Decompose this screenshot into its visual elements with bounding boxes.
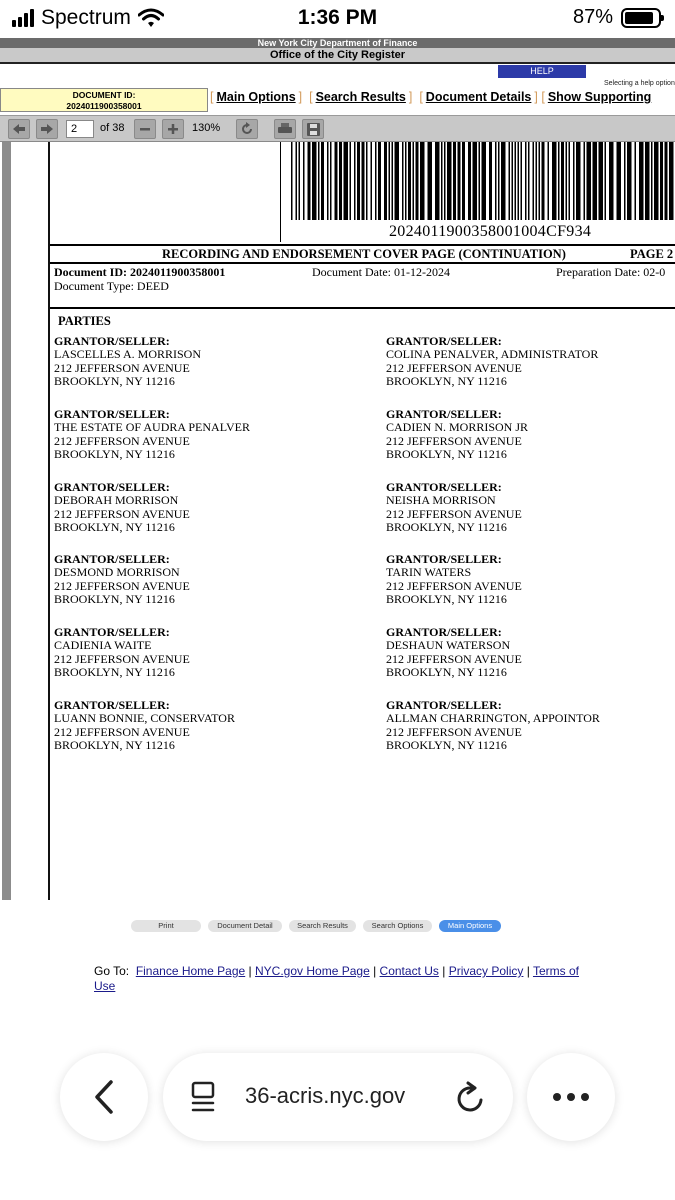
party-entry — [386, 699, 675, 752]
print-button[interactable]: Print — [131, 920, 201, 932]
party-entry — [54, 481, 354, 534]
party-address: 212 JEFFERSON AVENUE — [386, 651, 522, 666]
save-icon[interactable] — [302, 119, 324, 139]
terms-of-use-link[interactable]: Terms of Use — [94, 964, 579, 993]
party-role: GRANTOR/SELLER: — [54, 480, 170, 494]
header-divider — [0, 62, 675, 64]
address-bar[interactable] — [163, 1053, 513, 1141]
party-address: 212 JEFFERSON AVENUE — [54, 578, 190, 593]
clock: 1:36 PM — [297, 6, 378, 29]
back-icon[interactable] — [60, 1053, 148, 1141]
party-entry — [386, 408, 675, 461]
party-city: BROOKLYN, NY 11216 — [54, 446, 175, 461]
office-banner: Office of the City Register — [0, 48, 675, 62]
zoom-level[interactable]: 130% — [192, 122, 221, 134]
finance-home-link[interactable]: Finance Home Page — [135, 964, 246, 978]
help-note: Selecting a help option — [604, 80, 675, 87]
party-name: TARIN WATERS — [386, 565, 472, 580]
party-entry — [386, 335, 675, 388]
department-banner: New York City Department of Finance — [0, 38, 675, 48]
document-detail-button[interactable]: Document Detail — [208, 920, 282, 932]
party-name: DESHAUN WATERSON — [386, 638, 511, 653]
party-entry — [54, 553, 354, 606]
party-city: BROOKLYN, NY 11216 — [386, 373, 507, 388]
main-options-button[interactable]: Main Options — [439, 920, 501, 932]
nav-search-results[interactable]: Search Results — [315, 90, 406, 104]
divider — [50, 262, 675, 264]
privacy-policy-link[interactable]: Privacy Policy — [448, 964, 524, 978]
contact-us-link[interactable]: Contact Us — [379, 964, 439, 978]
party-entry — [54, 626, 354, 679]
party-entry — [386, 626, 675, 679]
party-address: 212 JEFFERSON AVENUE — [386, 578, 522, 593]
party-entry — [54, 699, 354, 752]
zoom-in-icon[interactable] — [162, 119, 184, 139]
party-role: GRANTOR/SELLER: — [54, 552, 170, 566]
nav-document-details[interactable]: Document Details — [425, 90, 532, 104]
print-icon[interactable] — [274, 119, 296, 139]
party-role: GRANTOR/SELLER: — [386, 625, 502, 639]
party-city: BROOKLYN, NY 11216 — [386, 737, 507, 752]
document-type: Document Type: DEED — [54, 279, 169, 293]
party-city: BROOKLYN, NY 11216 — [386, 519, 507, 534]
nyc-gov-home-link[interactable]: NYC.gov Home Page — [255, 964, 370, 978]
party-entry — [386, 481, 675, 534]
divider — [50, 244, 675, 246]
party-city: BROOKLYN, NY 11216 — [54, 737, 175, 752]
document-id-label: Document ID: — [54, 265, 127, 279]
party-entry — [386, 553, 675, 606]
party-name: CADIENIA WAITE — [54, 638, 152, 653]
party-role: GRANTOR/SELLER: — [386, 552, 502, 566]
party-entry — [54, 408, 354, 461]
document-id-label: DOCUMENT ID: — [72, 90, 136, 100]
party-name: LASCELLES A. MORRISON — [54, 347, 202, 362]
party-address: 212 JEFFERSON AVENUE — [386, 360, 522, 375]
safari-toolbar — [0, 1050, 675, 1145]
party-role: GRANTOR/SELLER: — [386, 698, 502, 712]
party-name: LUANN BONNIE, CONSERVATOR — [54, 711, 235, 726]
document-id-line — [54, 265, 225, 280]
search-options-button[interactable]: Search Options — [363, 920, 432, 932]
rotate-icon[interactable] — [236, 119, 258, 139]
party-role: GRANTOR/SELLER: — [54, 334, 170, 348]
bottom-button-row — [0, 920, 675, 934]
page-gutter — [0, 142, 48, 900]
party-address: 212 JEFFERSON AVENUE — [386, 506, 522, 521]
search-results-button[interactable]: Search Results — [289, 920, 356, 932]
battery-percent: 87% — [572, 6, 613, 28]
party-address: 212 JEFFERSON AVENUE — [54, 724, 190, 739]
tabs-icon[interactable] — [191, 1081, 219, 1113]
party-name: DEBORAH MORRISON — [54, 493, 179, 508]
document-id-value: 2024011900358001 — [130, 265, 226, 279]
next-page-icon[interactable] — [36, 119, 58, 139]
party-address: 212 JEFFERSON AVENUE — [54, 506, 190, 521]
document-id-box — [0, 88, 208, 112]
parties-header: PARTIES — [58, 314, 111, 328]
party-role: GRANTOR/SELLER: — [386, 334, 502, 348]
url-text: 36-acris.nyc.gov — [245, 1083, 406, 1108]
prev-page-icon[interactable] — [8, 119, 30, 139]
party-address: 212 JEFFERSON AVENUE — [54, 360, 190, 375]
party-address: 212 JEFFERSON AVENUE — [54, 651, 190, 666]
preparation-date: Preparation Date: 02-0 — [556, 265, 666, 279]
party-address: 212 JEFFERSON AVENUE — [386, 433, 522, 448]
barcode — [291, 142, 675, 220]
cover-page-title: RECORDING AND ENDORSEMENT COVER PAGE (CONTINUATION) — [162, 247, 566, 261]
page-number-input[interactable]: 2 — [66, 120, 94, 138]
party-name: THE ESTATE OF AUDRA PENALVER — [54, 420, 250, 435]
battery-icon — [621, 8, 661, 28]
document-viewer[interactable] — [0, 142, 675, 900]
document-date: Document Date: 01-12-2024 — [312, 265, 450, 279]
party-entry — [54, 335, 354, 388]
pdf-toolbar — [0, 115, 675, 142]
party-address: 212 JEFFERSON AVENUE — [54, 433, 190, 448]
party-city: BROOKLYN, NY 11216 — [54, 591, 175, 606]
nav-links: [ Main Options ] [ Search Results ] [ Document Details ] [ Show Supporting — [210, 90, 654, 104]
party-role: GRANTOR/SELLER: — [54, 407, 170, 421]
goto-label: Go To: — [94, 964, 130, 978]
party-city: BROOKLYN, NY 11216 — [386, 591, 507, 606]
party-role: GRANTOR/SELLER: — [54, 698, 170, 712]
help-button[interactable]: HELP — [498, 65, 586, 78]
party-name: ALLMAN CHARRINGTON, APPOINTOR — [386, 711, 600, 726]
party-city: BROOKLYN, NY 11216 — [386, 446, 507, 461]
party-name: NEISHA MORRISON — [386, 493, 496, 508]
party-name: COLINA PENALVER, ADMINISTRATOR — [386, 347, 599, 362]
party-role: GRANTOR/SELLER: — [54, 625, 170, 639]
divider — [50, 307, 675, 309]
party-city: BROOKLYN, NY 11216 — [386, 664, 507, 679]
party-name: CADIEN N. MORRISON JR — [386, 420, 529, 435]
barcode-block — [280, 142, 675, 242]
reload-icon[interactable] — [455, 1081, 487, 1115]
barcode-number: 2024011900358001004CF934 — [389, 223, 592, 240]
document-page — [48, 142, 675, 900]
party-role: GRANTOR/SELLER: — [386, 480, 502, 494]
page-label: PAGE 2 — [630, 247, 674, 261]
status-bar — [0, 0, 675, 38]
party-city: BROOKLYN, NY 11216 — [54, 373, 175, 388]
document-id-value: 2024011900358001 — [66, 101, 142, 111]
zoom-out-icon[interactable] — [134, 119, 156, 139]
party-name: DESMOND MORRISON — [54, 565, 180, 580]
page-count: of 38 — [100, 122, 125, 134]
carrier-label: Spectrum — [41, 6, 131, 29]
party-address: 212 JEFFERSON AVENUE — [386, 724, 522, 739]
party-city: BROOKLYN, NY 11216 — [54, 519, 175, 534]
party-role: GRANTOR/SELLER: — [386, 407, 502, 421]
goto-links: Go To: Finance Home Page | NYC.gov Home Page | Contact Us | Privacy Policy | Terms of Use — [94, 964, 579, 993]
nav-main-options[interactable]: Main Options — [216, 90, 296, 104]
party-city: BROOKLYN, NY 11216 — [54, 664, 175, 679]
more-icon[interactable] — [527, 1053, 615, 1141]
nav-show-supporting[interactable]: Show Supporting — [547, 90, 652, 104]
